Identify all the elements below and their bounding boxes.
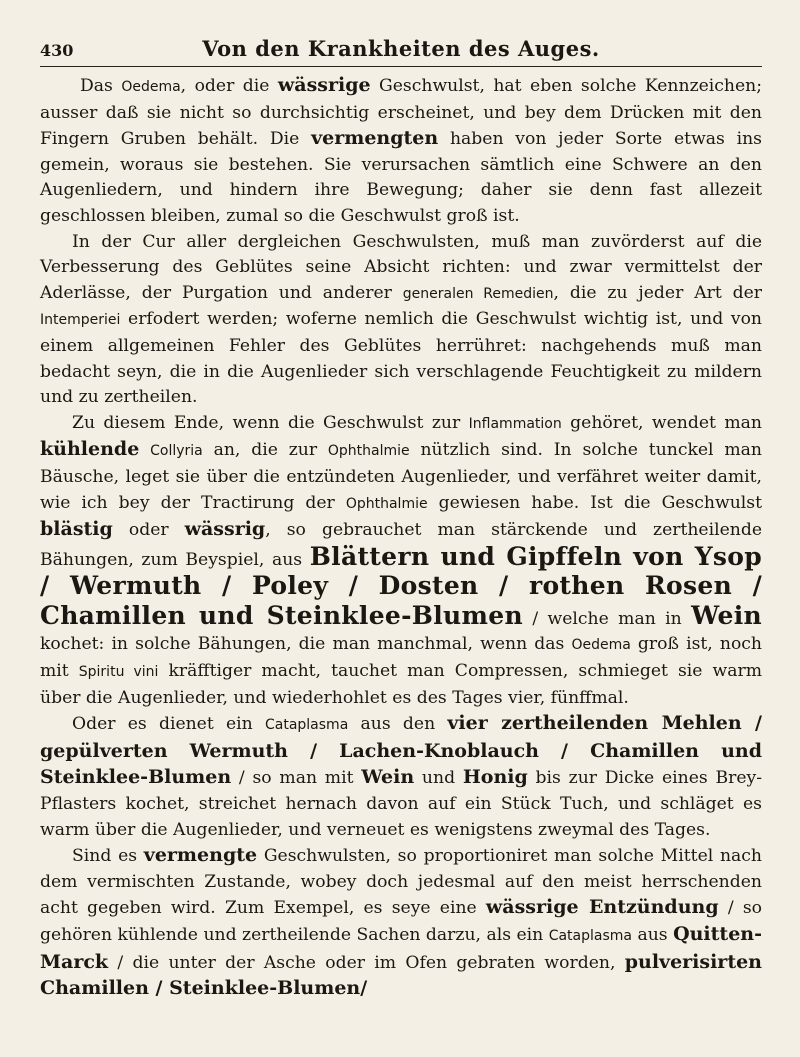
text-segment: gewiesen habe. Ist die Geschwulst — [427, 492, 762, 513]
text-segment: / die unter der Asche oder im Ofen gebraten worden, — [108, 952, 625, 973]
text-segment: Cataplasma — [264, 717, 349, 734]
text-segment: wässrige Entzündung — [485, 896, 719, 919]
text-segment: Das — [80, 76, 122, 96]
text-segment: kühlende — [40, 438, 140, 461]
text-segment: Sind es — [72, 846, 144, 867]
text-segment: groß ist, noch mit — [40, 634, 762, 682]
text-segment: / so gehören kühlende und zertheilende Sachen darzu, als ein — [40, 898, 763, 945]
text-segment: , so gebrauchet man stärckende und zertheilende Bähungen, zum Beyspiel, aus — [40, 520, 763, 570]
text-segment: nützlich sind. In solche tunckel man Bäusche, leget sie über die entzündeten Augenlieder, und verfähret weiter damit, wie ich bey der Tractirung der — [40, 440, 762, 513]
text-segment: / so man mit — [231, 768, 362, 789]
text-segment: haben von jeder Sorte etwas ins gemein, woraus sie bestehen. Sie verursachen sämtlich eine Schwere an den Augenliedern, und hindern ihre Bewegung; daher sie denn fast allezeit geschlossen bleiben, zumal so die Geschwulst groß ist. — [40, 129, 762, 226]
text-segment — [139, 440, 150, 460]
paragraph — [40, 411, 762, 712]
text-segment: erfodert werden; woferne nemlich die Geschwulst wichtig ist, und von einem allgemeinen Fehler des Geblütes herrühret: nachgehends muß man bedacht seyn, die in die Augenlieder sich verschlagende Feuchtigkeit zu mildern und zu zertheilen. — [40, 309, 762, 408]
paragraph — [40, 843, 762, 1003]
text-segment: vier zertheilenden Mehlen / gepülverten Wermuth / Lachen-Knoblauch / Chamillen und Steinklee-Blumen — [40, 712, 762, 789]
text-segment: Quitten-Marck — [40, 923, 762, 973]
paragraph — [40, 73, 762, 230]
text-segment: gehöret, wendet man — [561, 412, 762, 433]
text-segment: kochet: in solche Bähungen, die man manchmal, wenn das — [40, 634, 572, 655]
text-segment: an, die zur — [202, 440, 328, 461]
text-segment: Intemperiei — [40, 312, 121, 329]
text-segment: Inflammation — [468, 415, 562, 432]
text-segment: Spiritu vini — [78, 664, 159, 681]
text-segment: / welche man in — [522, 608, 692, 629]
body-text — [40, 73, 762, 1003]
text-segment: blästig — [40, 518, 113, 541]
text-segment: oder — [112, 520, 185, 541]
text-segment: aus — [631, 925, 674, 945]
page-number: 430 — [40, 41, 74, 60]
text-segment: pulverisirten Chamillen / Steinklee-Blumen/ — [40, 950, 762, 1000]
text-segment: Honig — [462, 766, 528, 789]
text-segment: und — [414, 768, 463, 789]
text-segment: Wein — [691, 600, 762, 630]
text-segment: Oedema — [571, 637, 631, 654]
text-segment: vermengten — [311, 127, 439, 150]
text-segment: bis zur Dicke eines Brey-Pflasters kochet, streichet hernach davon auf ein Stück Tuch, und schläget es warm über die Augenlieder, und verneuet es wenigstens zweymal des Tages. — [40, 768, 763, 840]
paragraph — [40, 711, 762, 843]
text-segment: vermengte — [143, 844, 258, 867]
text-segment: aus den — [348, 714, 448, 735]
text-segment: Oder es dienet ein — [72, 714, 265, 735]
text-segment: In der Cur aller dergleichen Geschwulsten, muß man zuvörderst auf die Verbesserung des Geblütes seine Absicht richten: und zwar vermittelst der Aderlässe, der Purgation und anderer — [40, 231, 762, 303]
text-segment: , die zu jeder Art der — [553, 282, 762, 303]
text-segment: Cataplasma — [548, 928, 632, 944]
page-header — [40, 36, 762, 67]
text-segment: Zu diesem Ende, wenn die Geschwulst zur — [72, 412, 469, 433]
text-segment: wässrig — [184, 518, 266, 541]
text-segment: Blättern und Gipffeln von Ysop / Wermuth / Poley / Dosten / rothen Rosen / Chamillen und Steinklee-Blumen — [40, 541, 762, 630]
text-segment: wässrige — [277, 74, 371, 96]
text-segment: Collyria — [150, 443, 203, 460]
text-segment: generalen Remedien — [402, 285, 554, 302]
text-segment: Oedema — [121, 79, 181, 95]
text-segment: Geschwulst, hat eben solche Kennzeichen; ausser daß sie nicht so durchsichtig erscheinet, und bey dem Drücken mit den Fingern Gruben behält. Die — [40, 76, 763, 150]
paragraph — [40, 230, 762, 411]
text-segment: Wein — [361, 766, 415, 789]
text-segment: kräfftiger macht, tauchet man Compressen, schmieget sie warm über die Augenlieder, und wiederhohlet es des Tages vier, fünffmal. — [40, 661, 763, 708]
text-segment: , oder die — [180, 76, 278, 96]
text-segment: Ophthalmie — [345, 495, 428, 512]
running-title: Von den Krankheiten des Auges. — [202, 36, 600, 61]
text-segment: Geschwulsten, so proportioniret man solche Mittel nach dem vermischten Zustande, wobey doch jedesmal auf den meist herrschenden acht gegeben wird. Zum Exempel, es seye eine — [40, 846, 762, 919]
text-segment: Ophthalmie — [327, 443, 410, 460]
